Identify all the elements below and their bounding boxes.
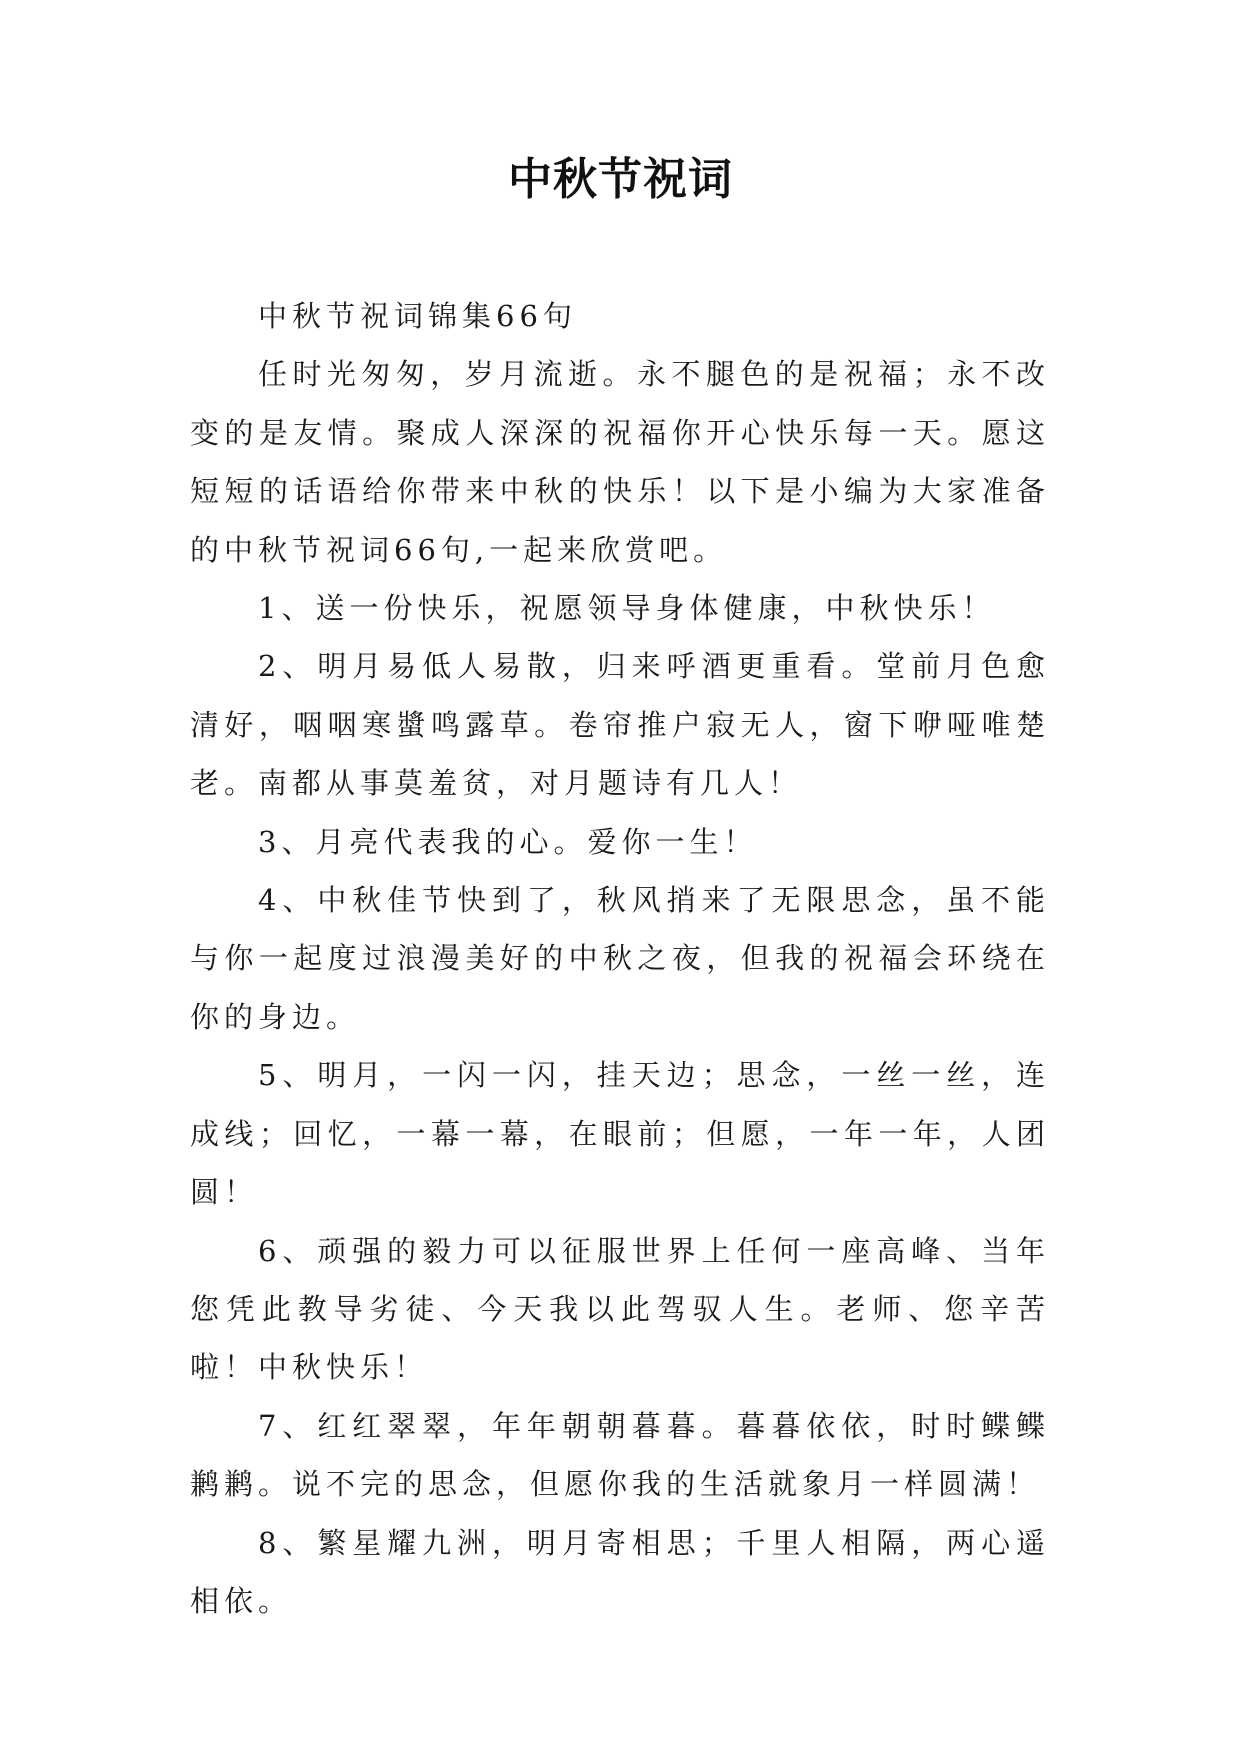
paragraph-item-6: 6、顽强的毅力可以征服世界上任何一座高峰、当年您凭此教导劣徒、今天我以此驾驭人生。老师、您辛苦啦！中秋快乐！ bbox=[190, 1233, 1050, 1385]
paragraph-subtitle: 中秋节祝词锦集66句 bbox=[258, 299, 577, 333]
paragraph-item-4: 4、中秋佳节快到了，秋风捎来了无限思念，虽不能与你一起度过浪漫美好的中秋之夜，但我的祝福会环绕在你的身边。 bbox=[190, 883, 1050, 1034]
paragraph-item-3: 3、月亮代表我的心。爱你一生！ bbox=[258, 824, 758, 859]
paragraph-item-7: 7、红红翠翠，年年朝朝暮暮。暮暮依依，时时鲽鲽鹣鹣。说不完的思念，但愿你我的生活就象月一样圆满！ bbox=[190, 1408, 1050, 1502]
document-title: 中秋节祝词 bbox=[508, 154, 733, 205]
paragraph-item-2: 2、明月易低人易散，归来呼酒更重看。堂前月色愈清好，咽咽寒螿鸣露草。卷帘推户寂无人，窗下咿哑唯楚老。南都从事莫羞贫，对月题诗有几人！ bbox=[190, 649, 1050, 801]
paragraph-item-5: 5、明月，一闪一闪，挂天边；思念，一丝一丝，连成线；回忆，一幕一幕，在眼前；但愿，一年一年，人团圆！ bbox=[190, 1058, 1050, 1210]
paragraph-intro: 任时光匆匆，岁月流逝。永不腿色的是祝福；永不改变的是友情。聚成人深深的祝福你开心快乐每一天。愿这短短的话语给你带来中秋的快乐！以下是小编为大家准备的中秋节祝词66句,一起来欣赏吧。 bbox=[190, 357, 1050, 567]
paragraph-item-1: 1、送一份快乐，祝愿领导身体健康，中秋快乐！ bbox=[258, 591, 996, 626]
document-body bbox=[190, 287, 1050, 1630]
paragraph-item-8: 8、繁星耀九洲，明月寄相思；千里人相隔，两心遥相依。 bbox=[190, 1525, 1050, 1618]
